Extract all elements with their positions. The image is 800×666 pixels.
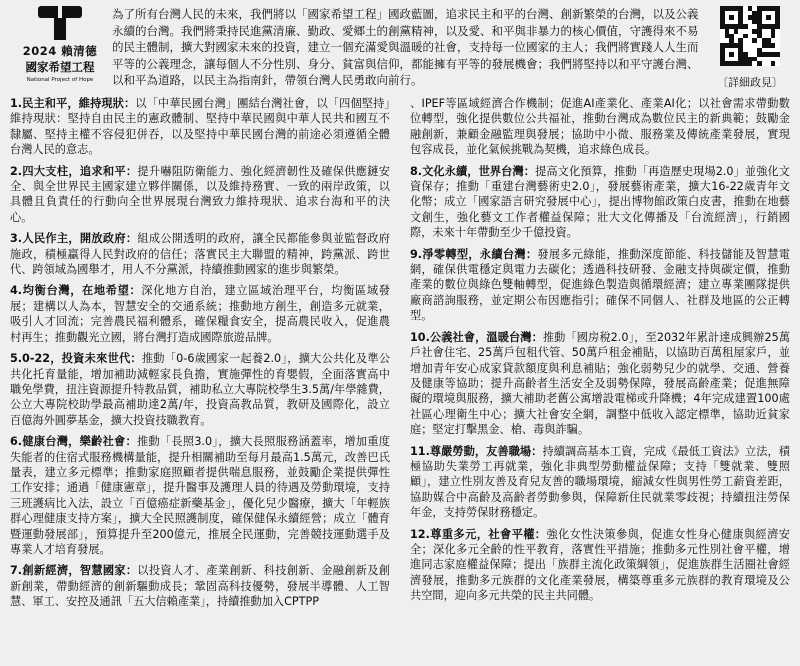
policy-heading: 2.四大支柱，追求和平： xyxy=(10,164,138,178)
left-column xyxy=(10,96,390,616)
intro-paragraph: 為了所有台灣人民的未來，我們將以「國家希望工程」國政藍圖，追求民主和平的台灣、創新繁榮的台灣，以及公義永續的台灣。我們將秉持民進黨清廉、勤政、愛鄉土的創黨精神，以及愛、和平與非暴力的核心價值，守護得來不易的民主體制，擴大對國家未來的投資，建立一個充滿愛與溫暖的社會，支持每一位國家的主人；我們將實踐人人生而平等的公義理念，讓每個人不分性別、身分、貧富與信仰，都能擁有平等的發展機會；我們將堅持以和平守護台灣、以和平為道路，以民主為指南針，帶領台灣人民勇敢向前行。 xyxy=(112,7,699,87)
qr-label: 〔詳細政見〕 xyxy=(717,76,783,89)
policy-section xyxy=(10,434,390,557)
taiwan-t-icon xyxy=(38,4,82,40)
policy-body: 深化地方自治，建立區域治理平台，均衡區域發展；建構以人為本，智慧安全的交通系統；推動地方創生，創造多元就業，吸引人才回流；完善農民福利體系，確保糧食安全，提高農民收入，促進農村再生；推動觀光立國，將台灣打造成國際旅遊品牌。 xyxy=(10,284,390,344)
policy-section xyxy=(410,444,790,521)
policy-heading: 4.均衡台灣，在地希望： xyxy=(10,284,142,298)
qr-code-icon[interactable] xyxy=(710,6,790,68)
policy-body: 、IPEF等區域經濟合作機制；促進AI產業化、產業AI化；以社會需求帶動數位轉型，強化提供數位公共福祉，推動台灣成為數位民主的新典範；鼓勵金融創新，兼顧金融監理與發展；協助中小微、服務業及傳統產業發展，實現包容成長，並化氣候挑戰為契機，追求綠色成長。 xyxy=(410,97,790,157)
policy-heading: 12.尊重多元，社會平權： xyxy=(410,527,547,541)
policy-section xyxy=(410,330,790,438)
policy-section xyxy=(410,527,790,604)
policy-section xyxy=(10,283,390,345)
policy-heading: 11.尊嚴勞動，友善職場： xyxy=(410,444,543,458)
logo-sub-line: National Project of Hope xyxy=(26,77,94,83)
policy-body: 持續調高基本工資，完成《最低工資法》立法，積極協助失業勞工再就業，強化非典型勞動權益保障；支持「雙就業、雙照顧」，建立性別友善及育兒友善的職場環境，縮減女性與男性勞工薪資差距，協助媒合中高齡及高齡者勞動參與，保障新住民就業零歧視；持續扭注勞保年金，支持勞保財務穩定。 xyxy=(410,444,790,520)
policy-body: 發展多元綠能，推動深度節能、科技儲能及智慧電網，確保供電穩定與電力去碳化；透過科技研發、金融支持與碳定價，推動產業的數位與綠色雙軸轉型，促進綠色製造與循環經濟；建立專業團隊提供廠商諮詢服務，並定期公布因應指引；確保不同個人、社群及地區的公正轉型。 xyxy=(410,247,790,323)
policy-heading: 9.淨零轉型，永續台灣： xyxy=(410,247,538,261)
policy-section xyxy=(410,164,790,241)
policy-heading: 6.健康台灣，樂齡社會： xyxy=(10,435,137,449)
policy-heading: 1.民主和平，維持現狀： xyxy=(10,97,136,110)
campaign-logo xyxy=(10,4,110,88)
policy-heading: 8.文化永續，世界台灣： xyxy=(410,164,536,178)
policy-section xyxy=(10,563,390,609)
policy-heading: 5.0-22，投資未來世代： xyxy=(10,352,142,366)
policy-body: 推動「長照3.0」，擴大長照服務涵蓋率，增加重度失能者的住宿式服務機構量能，提升相關補助至每月最高1.5萬元，改善巴氏量表，建立多元標準；推動家庭照顧者提供喘息服務，並鼓勵企業提供彈性工作安排；通過「健康憲章」，提升醫事及護理人員的待遇及勞動環境，支持三班護病比入法，設立「百億癌症新藥基金」，優化兒少醫療，擴大「年輕族群心理健康支持方案」，擴大全民照護制度，確保健保永續經營；成立「體育暨運動發展部」，預算提升至200億元，推展全民運動，完善競技運動選手及專業人才培育發展。 xyxy=(10,435,390,556)
policy-body: 組成公開透明的政府，讓全民都能參與並監督政府施政，積極贏得人民對政府的信任；落實民主大聯盟的精神，跨黨派、跨世代、跨領域為國舉才，用人不分黨派，持續推動國家的進步與繁榮。 xyxy=(10,232,390,277)
policy-body: 以投資人才、產業創新、科技創新、金融創新及創新創業，帶動經濟的創新驅動成長；鞏固高科技優勢，發展半導體、人工智慧、軍工、安控及通訊「五大信賴產業」，持續推動加入CPTPP xyxy=(10,564,390,609)
policy-section xyxy=(410,96,790,158)
policy-body: 強化女性決策參與，促進女性身心健康與經濟安全；深化多元全齡的性平教育，落實性平措施；推動多元性別社會平權，增進同志家庭權益保障；提出「族群主流化政策綱領」，促進族群生活圈社會經濟發展，推動多元族群的文化產業發展，構築尊重多元族群的教育環境及公共空間，迎向多元共榮的民主共同體。 xyxy=(410,527,790,603)
policy-section xyxy=(10,164,390,226)
policy-body: 推動「0-6歲國家一起養2.0」，擴大公共化及準公共化托育量能，增加補助減輕家長負擔，實施彈性的育嬰假，全面落實高中職免學費，扭注資源提升特教品質，補助私立大專院校學生3.5萬/年學雜費，公立大專院校助學最高補助達2萬/年，投資高教品質，教研及國際化，設立百億海外圓夢基金，擴大投資技職教育。 xyxy=(10,352,391,427)
policy-body: 提升嚇阻防衛能力、強化經濟韌性及確保供應鏈安全、與全世界民主國家建立夥伴關係，以及維持務實、一致的兩岸政策，以具體且負責任的行動向全世界展現台灣致力維持現狀、追求台海和平的決心。 xyxy=(10,164,390,224)
policy-heading: 10.公義社會，溫暖台灣： xyxy=(410,330,543,344)
policy-body: 提高文化預算，推動「再造歷史現場2.0」並強化文資保存；推動「重建台灣藝術史2.0」，發展藝術產業，擴大16-22歲青年文化幣；成立「國家語言研究發展中心」，提出博物館政策白皮書，推動在地藝文創生，強化藝文工作者權益保障；壯大文化傳播及「台流經濟」，行銷國際，未來十年帶動至少千億投資。 xyxy=(410,164,790,240)
policy-section xyxy=(10,351,390,428)
policy-section xyxy=(410,247,790,324)
policy-heading: 3.人民作主，開放政府： xyxy=(10,232,138,246)
policy-section xyxy=(10,231,390,277)
policy-heading: 7.創新經濟，智慧國家： xyxy=(10,564,138,578)
logo-title-line: 國家希望工程 xyxy=(25,60,95,74)
policy-section xyxy=(10,96,390,158)
logo-year-line: 2024 賴清德 xyxy=(22,44,98,58)
policy-body: 以「中華民國台灣」團結台灣社會，以「四個堅持」維持現狀：堅持自由民主的憲政體制、堅持中華民國與中華人民共和國互不隸屬、堅持主權不容侵犯併吞，以及堅持中華民國台灣的前途必須遵循全體台灣人民的意志。 xyxy=(10,97,390,157)
right-column xyxy=(410,96,790,610)
flyer-header xyxy=(0,0,800,92)
policy-body: 推動「國房稅2.0」，至2032年累計達成興辦25萬戶社會住宅、25萬戶包租代管、50萬戶租金補貼，以協助百萬租屋家戶，並增加青年安心成家貸款額度與利息補貼；強化弱勢兒少的就學、交通、營養及健康等協助；提升高齡者生活安全及弱勢保障，發展高齡產業；促進無障礙的環境與服務，擴大補助老舊公寓增設電梯或升降機；4年完成建置100處社區心理衛生中心；擴大社會安全網，調整中低收入認定標準，協助近貧家庭；堅定打擊黑金、槍、毒與詐騙。 xyxy=(410,330,790,437)
